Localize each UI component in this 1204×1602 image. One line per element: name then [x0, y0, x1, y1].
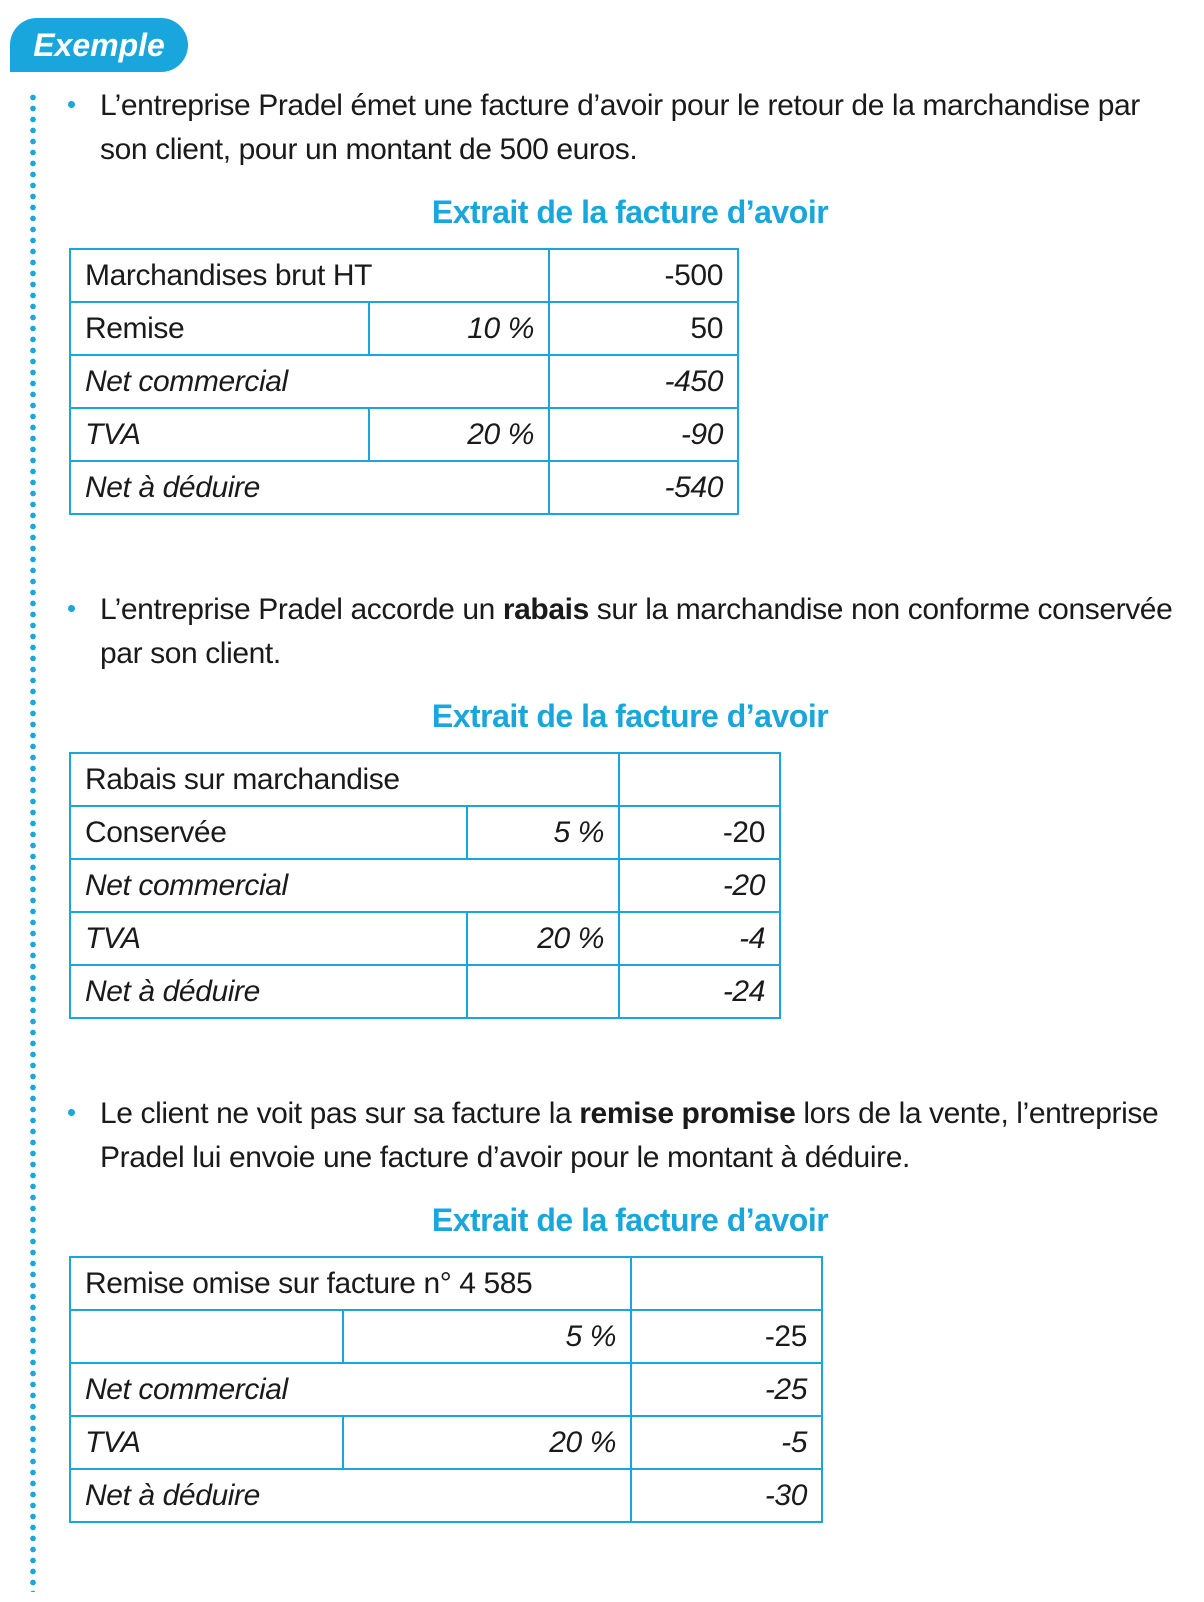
row-rate — [467, 965, 619, 1018]
bullet-text-2: L’entreprise Pradel accorde un rabais sur la marchandise non conforme conservée par son client. — [100, 593, 1173, 670]
table-row — [70, 1469, 822, 1522]
row-label: Remise omise sur facture n° 4 585 — [70, 1257, 631, 1310]
row-rate: 5 % — [343, 1310, 631, 1363]
row-label: TVA — [70, 912, 467, 965]
table-row — [70, 912, 780, 965]
row-label: Net à déduire — [70, 1469, 631, 1522]
row-label: Net à déduire — [70, 461, 549, 514]
row-amount — [619, 753, 780, 806]
bullet-text-3: Le client ne voit pas sur sa facture la remise promise lors de la vente, l’entreprise Pradel lui envoie une facture d’avoir pour le montant à déduire. — [100, 1097, 1159, 1174]
row-label: Remise — [70, 302, 369, 355]
table-row — [70, 753, 780, 806]
row-label: TVA — [70, 1416, 343, 1469]
row-amount: -540 — [549, 461, 738, 514]
table-row — [70, 1416, 822, 1469]
bullet-text-1: L’entreprise Pradel émet une facture d’avoir pour le retour de la marchandise par son client, pour un montant de 500 euros. — [100, 89, 1140, 166]
row-amount: -450 — [549, 355, 738, 408]
row-label: Net commercial — [70, 1363, 631, 1416]
row-label: Net commercial — [70, 859, 619, 912]
row-label — [70, 1310, 343, 1363]
bullet-item-3 — [68, 1092, 1193, 1180]
row-rate: 5 % — [467, 806, 619, 859]
table-row — [70, 1257, 822, 1310]
table-row — [70, 1310, 822, 1363]
row-rate: 20 % — [467, 912, 619, 965]
row-amount: -24 — [619, 965, 780, 1018]
bullet-item-2 — [68, 588, 1193, 676]
row-amount: -25 — [631, 1363, 822, 1416]
invoice-table-2 — [69, 752, 781, 1019]
row-label: Marchandises brut HT — [70, 249, 549, 302]
bullet-item-1 — [68, 84, 1193, 172]
row-label: Net à déduire — [70, 965, 467, 1018]
row-amount — [631, 1257, 822, 1310]
row-label: Rabais sur marchandise — [70, 753, 619, 806]
row-amount: -5 — [631, 1416, 822, 1469]
table-row — [70, 249, 738, 302]
table-heading-3: Extrait de la facture d’avoir — [431, 1202, 829, 1238]
invoice-table-3 — [69, 1256, 823, 1523]
row-amount: -30 — [631, 1469, 822, 1522]
row-amount: -20 — [619, 806, 780, 859]
row-amount: -90 — [549, 408, 738, 461]
table-row — [70, 1363, 822, 1416]
invoice-table-1 — [69, 248, 739, 515]
row-amount: -4 — [619, 912, 780, 965]
row-amount: -20 — [619, 859, 780, 912]
table-row — [70, 302, 738, 355]
row-label: Net commercial — [70, 355, 549, 408]
bullet-icon — [68, 605, 75, 612]
row-label: TVA — [70, 408, 369, 461]
table-row — [70, 965, 780, 1018]
table-row — [70, 806, 780, 859]
table-row — [70, 408, 738, 461]
dotted-margin-line — [30, 92, 36, 1592]
row-amount: 50 — [549, 302, 738, 355]
row-label: Conservée — [70, 806, 467, 859]
table-row — [70, 461, 738, 514]
table-row — [70, 859, 780, 912]
row-rate: 20 % — [343, 1416, 631, 1469]
exemple-badge: Exemple — [10, 18, 188, 72]
row-rate: 10 % — [369, 302, 549, 355]
bullet-icon — [68, 1109, 75, 1116]
bullet-icon — [68, 101, 75, 108]
row-amount: -25 — [631, 1310, 822, 1363]
table-row — [70, 355, 738, 408]
row-rate: 20 % — [369, 408, 549, 461]
row-amount: -500 — [549, 249, 738, 302]
table-heading-2: Extrait de la facture d’avoir — [431, 698, 829, 734]
table-heading-1: Extrait de la facture d’avoir — [431, 194, 829, 230]
